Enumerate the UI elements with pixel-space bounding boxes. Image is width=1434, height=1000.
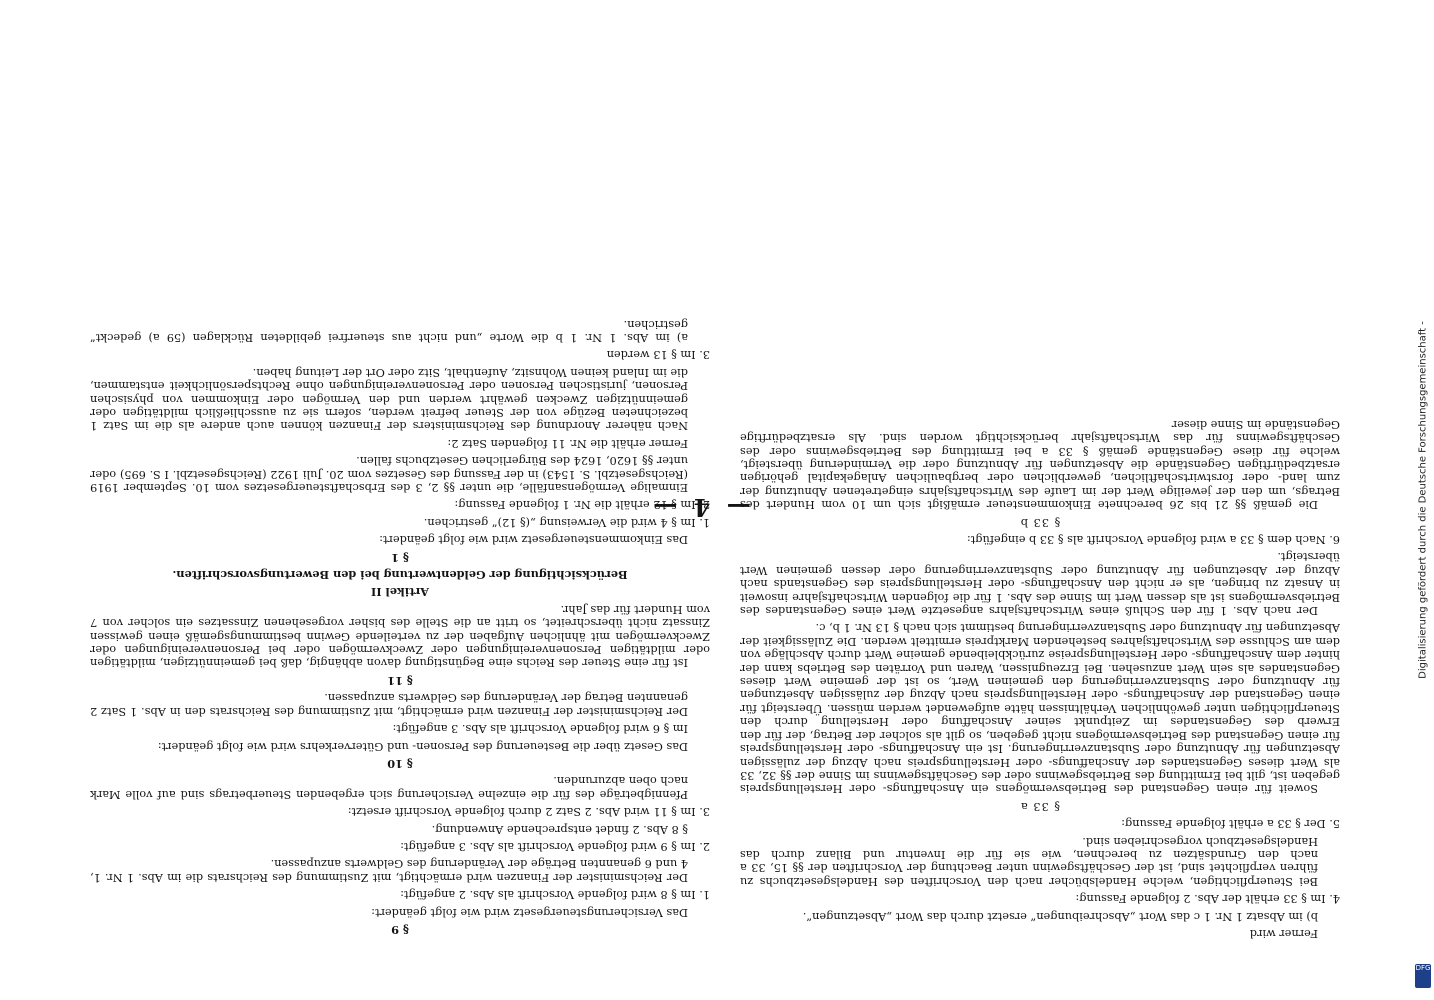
- paragraph: Das Einkommensteuergesetz wird wie folgt geändert:: [379, 533, 688, 547]
- section-heading: § 9: [391, 923, 409, 937]
- paragraph: Der nach Abs. 1 für den Schluß eines Wirtschaftsjahrs angesetzte Wert eines Gegenstandes des Betriebsvermögens ist als dessen Wert im Sinne des Abs. 1 für die folgenden Wirtschaftsjahre insoweit in Ansatz zu bringen, als er nicht den Anschaffungs- oder Herstellungspreis des Gegenstands nach Abzug der Absetzungen für Abnutzung oder Substanzverringerung oder dessen gemeinen Wert übersteigt.: [740, 550, 1340, 618]
- paragraph: Bei Steuerpflichtigen, welche Handelsbücher nach den Vorschriften des Handelsgesetzbuchs zu führen verpflichtet sind, ist der Geschäftsgewinn unter Beachtung der Vorschriften der §§ 15, 33 a nach den Grundsätzen zu berechnen, wie sie für die Inventur und Bilanz durch das Handelsgesetzbuch vorgeschrieben sind.: [740, 834, 1318, 888]
- paragraph: 2. Im § 12 erhält die Nr. 1 folgende Fassung:: [454, 498, 710, 512]
- section-heading: Artikel II: [370, 585, 430, 600]
- right-column: [740, 10, 1340, 940]
- paragraph: Die gemäß §§ 21 bis 26 berechnete Einkommensteuer ermäßigt sich um 10 vom Hundert des Betrags, um den der jeweilige Wert der im Laufe des Wirtschaftsjahrs eingetretenen Abnutzung der zum land- oder forstwirtschaftlichen, gewerblichen oder bergbaulichen Anlagekapital gehörigen ersatzbedürftigen Gegenstände die Absetzungen für Abnutzung oder die Verminderung übersteigt, welche für diese Gegenstände gemäß § 33 a bei Ermittlung des Betriebsgewinns oder des Geschäftsgewinns für das Wirtschaftsjahr berücksichtigt worden sind. Als ersatzbedürftige Gegenstände im Sinne dieser: [740, 417, 1340, 512]
- digitization-note: [1412, 0, 1434, 1000]
- section-heading: § 1: [391, 550, 409, 565]
- section-heading: § 10: [387, 756, 413, 771]
- paragraph: Das Versicherungsteuergesetz wird wie folgt geändert:: [371, 905, 688, 919]
- paragraph: Im § 6 wird folgende Vorschrift als Abs. 3 angefügt:: [392, 722, 688, 736]
- dfg-logo: DFG: [1415, 964, 1431, 988]
- paragraph: Der Reichsminister der Finanzen wird ermächtigt, mit Zustimmung des Reichsrats den in Abs. 1 Satz 2 genannten Betrag der Veränderung des Geldwerts anzupassen.: [90, 691, 688, 718]
- paragraph: Ist für eine Steuer des Reichs eine Begünstigung davon abhängig, daß bei gemeinnützigen, mildtätigen oder mildtätigen Personenvereinigungen oder Zweckvermögen oder bei Personenvereinigungen oder Zweckvermögen mit ähnlichen Aufgaben der zu verteilende Gewinn bestimmungsgemäß einen gewissen Zinssatz nicht überschreitet, so tritt an die Stelle des bisher vorgesehenen Zinssatzes ein solcher von 7 vom Hundert für das Jahr.: [90, 602, 710, 670]
- digitization-note-text: Digitalisierung gefördert durch die Deutsche Forschungsgemeinschaft -: [1417, 321, 1429, 679]
- paragraph: a) im Abs. 1 Nr. 1 b die Worte „und nicht aus steuerfrei gebildeten Rücklagen (59 a) gedeckt“ gestrichen.: [90, 317, 688, 344]
- paragraph: 4. Im § 33 erhält der Abs. 2 folgende Fassung:: [1075, 892, 1340, 906]
- paragraph: Einmalige Vermögensanfälle, die unter §§ 2, 3 des Erbschaftsteuergesetzes vom 10. September 1919 (Reichsgesetzbl. S. 1543) in der Fassung des Gesetzes vom 20. Juli 1922 (Reichsgesetzbl. I S. 695) oder unter §§ 1620, 1624 des Bürgerlichen Gesetzbuchs fallen.: [90, 454, 688, 495]
- paragraph: Ferner wird: [1249, 927, 1318, 940]
- section-heading: § 11: [387, 673, 413, 688]
- paragraph: Das Gesetz über die Besteuerung des Personen- und Güterverkehrs wird wie folgt geändert:: [157, 739, 688, 753]
- paragraph: 5. Der § 33 a erhält folgende Fassung:: [1121, 817, 1340, 831]
- section-heading: § 33 a: [1020, 799, 1060, 813]
- paragraph: 1. Im § 8 wird folgende Vorschrift als Abs. 2 angefügt:: [400, 888, 710, 902]
- paragraph: 2. Im § 9 wird folgende Vorschrift als Abs. 3 angefügt:: [400, 839, 710, 853]
- paragraph: Der Reichsminister der Finanzen wird ermächtigt, mit Zustimmung des Reichsrats die im Abs. 1 Nr. 1, 4 und 6 genannten Beträge der Veränderung des Geldwerts anzupassen.: [90, 857, 688, 884]
- paragraph: b) im Absatz 1 Nr. 1 c das Wort „Abschreibungen“ ersetzt durch das Wort „Absetzungen“.: [802, 909, 1318, 923]
- paragraph: § 8 Abs. 2 findet entsprechende Anwendung.: [431, 822, 688, 836]
- paragraph: 1. Im § 4 wird die Verweisung „(§ 12)“ gestrichen.: [423, 515, 710, 529]
- section-heading: § 33 b: [1019, 515, 1061, 529]
- paragraph: Pfennigbeträge des für die einzelne Versicherung sich ergebenden Steuerbetrags sind auf volle Mark nach oben abzurunden.: [90, 774, 688, 801]
- paragraph: 3. Im § 13 werden: [606, 348, 710, 362]
- paragraph: Ferner erhält die Nr. 11 folgenden Satz 2:: [447, 436, 688, 450]
- paragraph: 6. Nach dem § 33 a wird folgende Vorschrift als § 33 b eingefügt:: [966, 533, 1340, 547]
- left-column: [90, 10, 710, 940]
- section-heading: Berücksichtigung der Geldentwertung bei den Bewertungsvorschriften.: [172, 568, 628, 583]
- paragraph: Soweit für einen Gegenstand des Betriebsvermögens ein Anschaffungs- oder Herstellungspreis gegeben ist, gilt bei Ermittlung des Betriebsgewinns oder des Geschäftsgewinns im Sinne der §§ 32, 33 als Wert dieses Gegenstandes der Anschaffungs- oder Herstellungspreis nach Abzug der zulässigen Absetzungen für Abnutzung oder Substanzverringerung. Ist ein Anschaffungs- oder Herstellungspreis für einen Gegenstand des Betriebsvermögens nicht gegeben, so gilt als solcher der Betrag, der für den Erwerb des Gegenstandes im Zeitpunkt seiner Anschaffung oder Herstellung durch den Steuerpflichtigen unter gewöhnlichen Verhältnissen hätte aufgewendet werden müssen. Übersteigt für einen Gegenstand der Anschaffungs- oder Herstellungspreis nach Abzug der zulässigen Absetzungen für Abnutzung oder Substanzverringerung den gemeinen Wert, so ist der gemeine Wert dieses Gegenstandes als sein Wert anzusehen. Bei Erzeugnissen, Waren und Vorräten des Betriebs kann der hinter dem Anschaffungs- oder Herstellungspreise zurückbleibende gemeine Wert durch Abschläge von dem am Schlusse des Wirtschaftsjahres bestehenden Marktpreis ermittelt werden. Die Zulässigkeit der Absetzungen für Abnutzung oder Substanzverringerung bestimmt sich nach § 13 Nr. 1 b, c.: [740, 621, 1340, 796]
- paragraph: Nach näherer Anordnung des Reichsministers der Finanzen können auch andere als die im Satz 1 bezeichneten Bezüge von der Steuer befreit werden, sofern sie zu ausschließlich mildtätigen oder gemeinnützigen Zwecken gewährt werden und den Vermögen oder Einkommen von physischen Personen, juristischen Personen oder Personenvereinigungen ohne Rechtspersönlichkeit entstammen, die im Inland keinen Wohnsitz, Aufenthalt, Sitz oder Ort der Leitung haben.: [90, 365, 688, 433]
- paragraph: 3. Im § 11 wird Abs. 2 Satz 2 durch folgende Vorschrift ersetzt:: [347, 805, 710, 819]
- page-number-header: — 4 —: [649, 493, 751, 522]
